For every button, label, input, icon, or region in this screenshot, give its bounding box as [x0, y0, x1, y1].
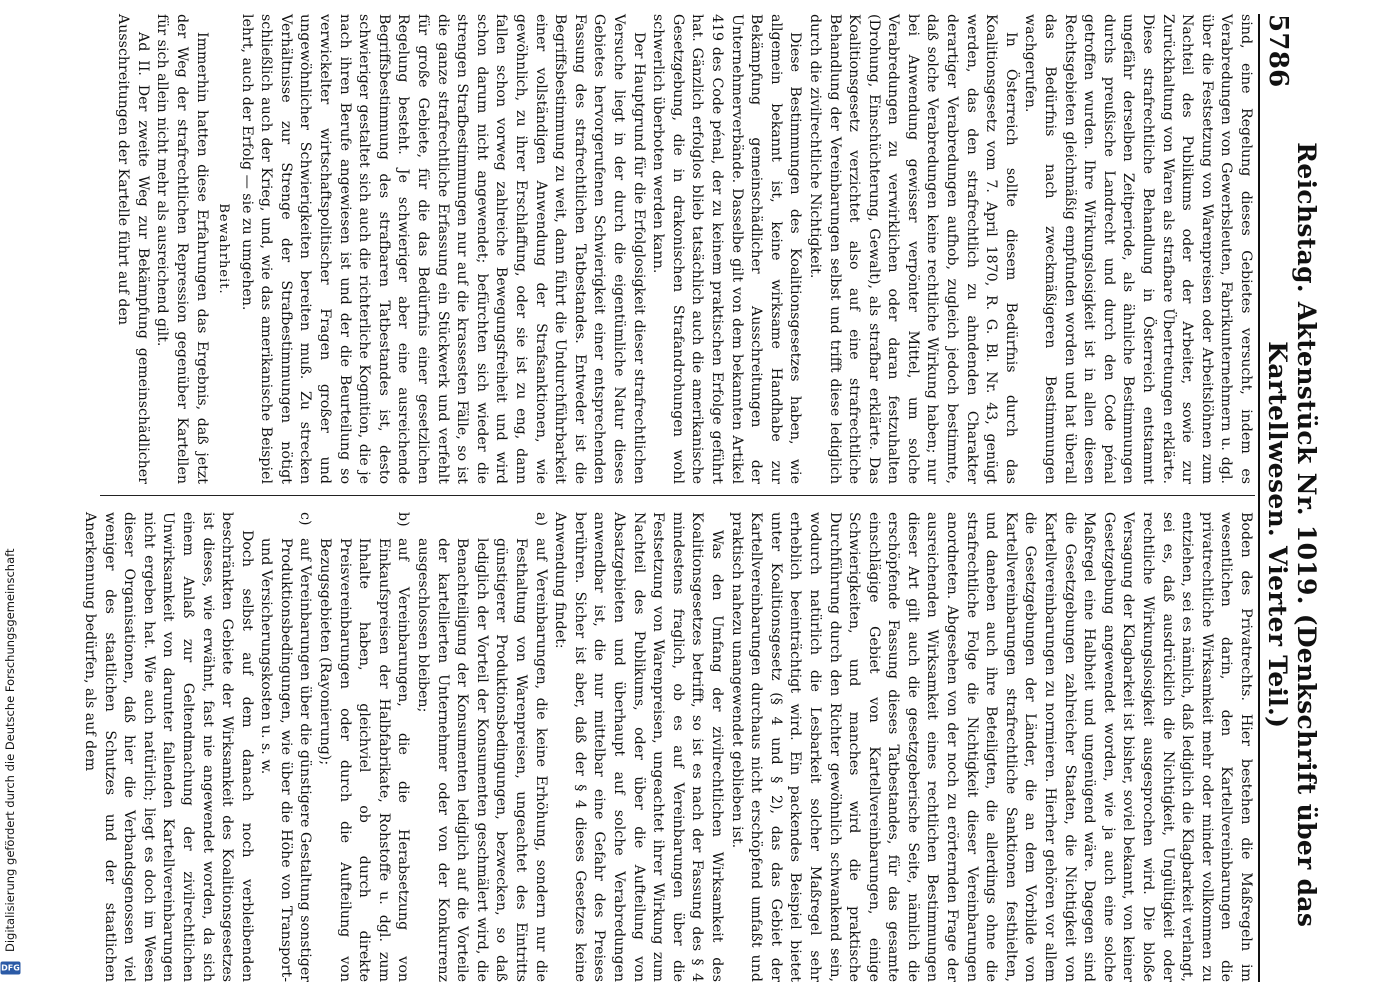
- right-column-list-item: [256, 512, 315, 982]
- left-column-paragraph: In Österreich sollte diesem Bedürfnis durch das Koalitionsgesetz vom 7. April 1870, R. G. Bl. Nr. 43, genügt werden, das den strafrechtlich zu ahndenden Charakter derartiger Verabredungen aufhob, zugleich jedoch bestimmte, daß solche Verabredungen keine rechtliche Wirkung haben; nur bei Anwendung gewisser verpönter Mittel, um solche Verabredungen zu verwirklichen oder daran festzuhalten (Drohung, Einschüchterung, Gewalt), als strafbar erklärte. Das Koalitionsgesetz verzichtet also auf eine strafrechtliche Behandlung der Vereinbarungen selbst und trifft diese lediglich durch die zivilrechtliche Nichtigkeit.: [806, 14, 1019, 484]
- scanned-page: [80, 0, 1321, 995]
- dfg-logo-icon: DFG: [0, 963, 20, 973]
- list-item-text: auf Vereinbarungen, die keine Erhöhung, sondern nur die Festhaltung von Warenpreisen, ungeachtet des Eintritts günstigerer Produktionsbedingungen, bezwecken, so daß lediglich der Vorteil der Konsumenten geschmälert wird, die Benachteiligung der Konsumenten lediglich auf die Vorteile der kartellierten Unternehmer oder von der Konkurrenz ausgeschlossen bleiben;: [415, 538, 549, 982]
- left-column-paragraph: Ad II. Der zweite Weg zur Bekämpfung gemeinschädlicher Ausschreitungen der Kartelle führt auf den: [115, 14, 151, 484]
- right-column-list-item: [315, 512, 413, 982]
- left-column-paragraph: sind, eine Regelung dieses Gebietes versucht, indem es Verabredungen von Gewerbsleuten, Fabrikunternehmern u. dgl. über die Festsetzung von Warenpreisen oder Arbeitslöhnen zum Nachteil des Publikums oder der Arbeiter, sowie zur Zurückhaltung von Waren als strafbare Übertretungen erklärte. Diese strafrechtliche Behandlung in Österreich entstammt ungefähr derselben Zeitperiode, als ähnliche Bestimmungen durchs preußische Landrecht und durch den Code pénal getroffen wurden. Ihre Wirkungslosigkeit ist in allen diesen Rechtsgebieten gleichmäßig empfunden worden und hat überall das Bedürfnis nach zweckmäßigeren Bestimmungen wachgerufen.: [1022, 14, 1254, 484]
- right-column: [81, 512, 1255, 982]
- right-column-list-item: [412, 512, 549, 982]
- list-item-label: c): [297, 512, 314, 526]
- list-item-text: auf Vereinbarungen, die die Herabsetzung von Einkaufspreisen der Halbfabrikate, Rohstoffe u. dgl. zum Inhalte haben, gleichviel ob durch direkte Preisvereinbarungen oder durch die Aufteilung von Bezugsgebieten (Rayonierung);: [317, 538, 412, 982]
- left-column-subheading: Bewahrheit.: [216, 203, 232, 295]
- left-column: [100, 14, 1255, 484]
- column-divider: [100, 495, 1255, 496]
- list-item-label: b): [395, 512, 412, 527]
- page-title: Reichstag. Aktenstück Nr. 1019. (Denkschrift über das Kartellwesen. Vierter Teil.): [1263, 142, 1321, 928]
- right-column-paragraph: Doch selbst auf dem danach noch verbleibenden beschränkten Gebiete der Wirksamkeit des Koalitionsgesetzes ist dieses, wie erwähnt, fast nie angewendet worden, da sich einem Anlaß zur Geltendmachung der zivilrechtlichen Unwirksamkeit von darunter fallenden Kartellvereinbarungen nicht ergeben hat. Wie auch natürlich; liegt es doch im Wesen dieser Organisationen, daß hier die Verbandsgenossen viel weniger des staatlichen Schutzes und der staatlichen Anerkennung bedürfen, als auf dem: [81, 512, 255, 982]
- list-item-text: auf Vereinbarungen über die günstigere Gestaltung sonstiger Produktionsbedingungen, wie über die Höhe von Transport- und Versicherungskosten u. s. w.: [258, 538, 314, 982]
- page-number: 5786: [1263, 14, 1293, 88]
- left-column-paragraph: Diese Bestimmungen des Koalitionsgesetzes haben, wie allgemein bekannt ist, keine wirksame Handhabe zur Bekämpfung gemeinschädlicher Ausschreitungen der Unternehmerverbände. Dasselbe gilt von dem bekannten Artikel 419 des Code pénal, der zu keinem praktischen Erfolge geführt hat. Gänzlich erfolglos blieb tatsächlich auch die amerikanische Gesetzgebung, die in drakonischen Strafandrohungen wohl schwerlich überboten werden kann.: [650, 14, 804, 484]
- list-item-label: a): [532, 512, 549, 526]
- left-column-paragraph: Der Hauptgrund für die Erfolglosigkeit dieser strafrechtlichen Versuche liegt in der durch die eigentümliche Natur dieses Gebietes hervorgerufenen Schwierigkeit einer entsprechenden Fassung des strafrechtlichen Tatbestandes. Entweder ist die Begriffsbestimmung zu weit, dann führt die Undurchführbarkeit einer vollständigen Anwendung der Strafsanktionen, wie gewöhnlich, zu ihrer Erschlaffung, oder sie ist zu eng, dann fallen schon vorweg zahlreiche Bewegungsfreiheit und wird schon darum nicht angewendet; befürchten sich wieder die strengen Strafbestimmungen nur auf die krassesten Fälle, so ist die ganze strafrechtliche Erfassung ein Stückwerk und verfehlt für große Gebiete, für die das Bedürfnis einer gesetzlichen Regelung besteht. Je schwieriger aber eine ausreichende Begriffsbestimmung des strafbaren Tatbestandes ist, desto schwieriger gestaltet sich auch die richterliche Kognition, die je nach ihren Berufe angewiesen ist und der die Beurteilung so verwickelter wirtschaftspolitischer Fragen großer und ungewöhnlicher Schwierigkeiten bereiten muß. Zu strecken Verhältnisse zur Strenge der Strafbestimmungen nötigt schließlich auch der Krieg, und, wie das amerikanische Beispiel lehrt, auch der Erfolg — sie zu umgehen.: [238, 14, 647, 484]
- left-column-paragraph: Immerhin hatten diese Erfahrungen das Ergebnis, daß jetzt der Weg der strafrechtlichen Repression gegenüber Kartellen für sich allein nicht mehr als ausreichend gilt.: [154, 14, 210, 484]
- attribution-strip: [0, 0, 20, 1000]
- right-column-paragraph: Boden des Privatrechts. Hier bestehen die Maßregeln im wesentlichen darin, den Kartellvereinbarungen die privatrechtliche Wirksamkeit mehr oder minder vollkommen zu entziehen, sei es nämlich, daß lediglich die Klagbarkeit verlangt, sei es, daß ausdrücklich die Nichtigkeit, Ungültigkeit oder rechtliche Wirkungslosigkeit ausgesprochen wird. Die bloße Versagung der Klagbarkeit ist bisher, soviel bekannt, von keiner Gesetzgebung angewendet worden, wie ja auch eine solche Maßregel eine Halbheit und ungenügend wäre. Dagegen sind die Gesetzgebungen zahlreicher Staaten, die Nichtigkeit von Kartellvereinbarungen zu normieren. Hierher gehören vor allem die Gesetzgebungen der Länder, die an dem Vorbilde von Kartellvereinbarungen strafrechtliche Sanktionen festhielten, und daneben auch ihre Beteiligten, die allerdings ohne die strafrechtliche Folge die Nichtigkeit dieser Vereinbarungen anordneten. Abgesehen von der noch zu erörternden Frage der ausreichenden Wirksamkeit eines rechtlichen Bestimmungen dieser Art gilt auch die gesetzgeberische Seite, nämlich die erschöpfende Fassung dieses Tatbestandes, für das gesamte einschlägige Gebiet von Kartellvereinbarungen, einige Schwierigkeiten, und manches wird die praktische Durchführung durch den Richter gewöhnlich schwankend sein, wodurch natürlich die Lesbarkeit solcher Maßregel sehr erheblich beeinträchtigt wird. Ein packendes Beispiel bietet unter Koalitionsgesetz (§ 4 und § 2), das das Gebiet der Kartellvereinbarungen durchaus nicht erschöpfend umfaßt und praktisch nahezu unangewendet geblieben ist.: [728, 512, 1254, 982]
- page-header: [1258, 14, 1321, 982]
- funding-credit: [2, 0, 18, 978]
- right-column-paragraph: Was den Umfang der zivilrechtlichen Wirksamkeit des Koalitionsgesetzes betrifft, so ist es nach der Fassung des § 4 mindestens fraglich, ob es auf Vereinbarungen über die Festsetzung von Warenpreisen, ungeachtet ihrer Wirkung zum Nachteil des Publikums, oder über die Aufteilung von Absatzgebieten und überhaupt auf solche Verabredungen anwendbar ist, die nur mittelbar eine Gefahr des Preises berühren. Sicher ist aber, daß der § 4 dieses Gesetzes keine Anwendung findet:: [552, 512, 725, 982]
- funding-credit-text: Digitalisierung gefördert durch die Deutsche Forschungsgemeinschaft: [3, 548, 17, 952]
